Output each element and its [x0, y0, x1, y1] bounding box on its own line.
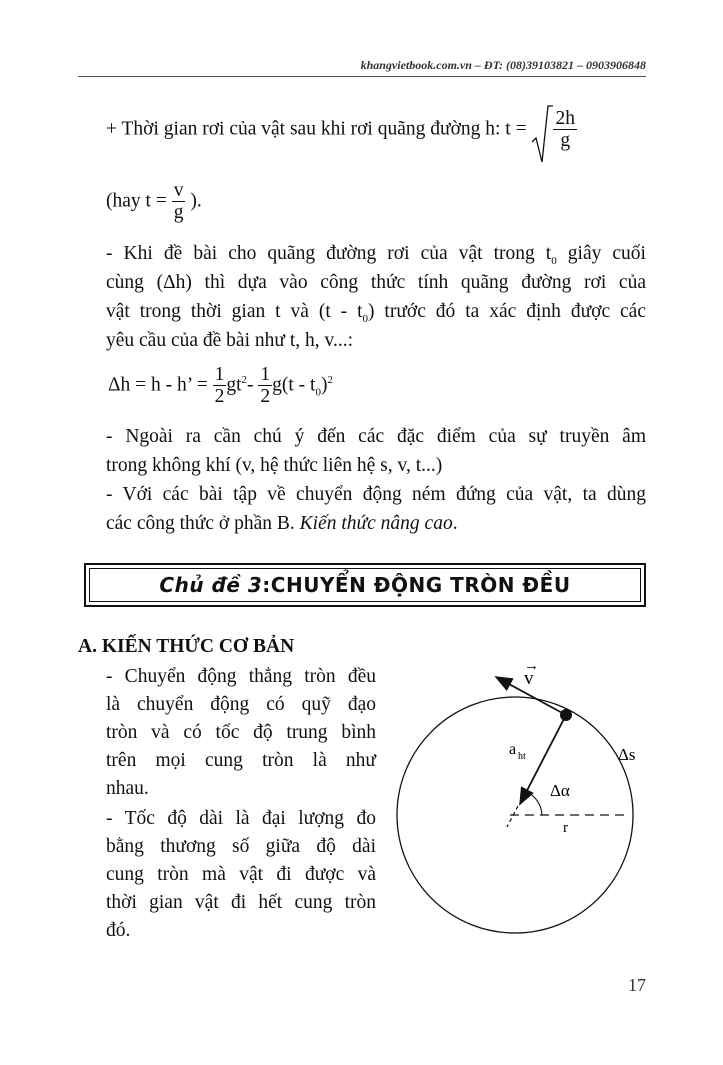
- half-fraction-1: $\frac{1}{2}$: [214, 364, 225, 408]
- para3-line2: cùng (Δh) thì dựa vào công thức tính quãng đường rơi của: [106, 272, 646, 293]
- topic-title: CHUYỂN ĐỘNG TRÒN ĐỀU: [270, 573, 571, 597]
- sqrt-fraction: [553, 108, 577, 152]
- topic-prefix: Chủ đề 3: [159, 573, 263, 597]
- delta-h-formula: Δh = h - h’ = $\frac{1}{2}$ $gt^2-$ $\frac{1}{2}$ $g(t - t_0)^2$: [108, 364, 333, 408]
- section-a-line: - Chuyển động thẳng tròn đều: [106, 666, 376, 687]
- section-a-line: bằng thương số giữa độ dài: [106, 836, 376, 857]
- angle-label: Δα: [550, 781, 570, 800]
- alt-formula-line: [106, 180, 202, 224]
- para3-line3: vật trong thời gian t và $(t - t_0)$ trước đó ta xác định được các: [106, 301, 646, 325]
- v-numerator: v: [173, 180, 184, 201]
- section-a-title: A. KIẾN THỨC CƠ BẢN: [78, 636, 295, 657]
- para3-line1: - Khi đề bài cho quãng đường rơi của vật trong $t_0$ giây cuối: [106, 243, 646, 267]
- moving-body-dot: [560, 709, 572, 721]
- section-a-line: thời gian vật đi hết cung tròn: [106, 892, 376, 913]
- sqrt-numerator: 2h: [555, 108, 575, 129]
- radius-extension-dashed: [507, 806, 518, 827]
- fall-time-text: + Thời gian rơi của vật sau khi rơi quãng đường h: t =: [106, 118, 527, 140]
- topic-heading: Chủ đề 3 : CHUYỂN ĐỘNG TRÒN ĐỀU: [89, 568, 641, 602]
- page-header: khangvietbook.com.vn – ĐT: (08)39103821 – 0903906848: [360, 58, 646, 72]
- header-rule: [78, 76, 646, 77]
- radius-label: r: [563, 820, 568, 836]
- para5-line1: - Với các bài tập về chuyển động ném đứng của vật, ta dùng: [106, 484, 646, 505]
- half-fraction-2: $\frac{1}{2}$: [260, 364, 271, 408]
- arc-length-label: Δs: [618, 745, 636, 764]
- topic-heading-box: [84, 563, 646, 607]
- formula-lhs: Δh = h - h’ =: [108, 374, 208, 396]
- formula-end: g(t - t: [272, 374, 316, 396]
- fall-time-line: [106, 108, 577, 152]
- page-number: 17: [628, 975, 646, 995]
- para4-line1: - Ngoài ra cần chú ý đến các đặc điểm của sự truyền âm: [106, 426, 646, 447]
- section-a-line: cung tròn mà vật đi được và: [106, 864, 376, 885]
- section-a-line: tròn và có tốc độ trung bình: [106, 722, 376, 743]
- advanced-knowledge-ref: Kiến thức nâng cao: [299, 513, 453, 534]
- alt-formula-close: ).: [190, 190, 202, 212]
- g-denominator: g: [173, 202, 184, 224]
- sqrt-symbol: [531, 104, 553, 164]
- angle-arc: [527, 792, 542, 815]
- v-over-g-fraction: [172, 180, 186, 224]
- sqrt-denominator: g: [560, 130, 571, 152]
- para5-line2: các công thức ở phần B. Kiến thức nâng cao.: [106, 513, 458, 534]
- alt-formula-open: (hay t =: [106, 190, 167, 212]
- formula-gt: gt: [226, 374, 242, 396]
- para3-line4: yêu cầu của đề bài như t, h, v...:: [106, 330, 354, 351]
- section-a-line: đó.: [106, 920, 131, 941]
- acceleration-subscript: ht: [518, 751, 526, 762]
- acceleration-label: a: [509, 741, 517, 758]
- section-a-line: - Tốc độ dài là đại lượng đo: [106, 808, 376, 829]
- section-a-line: trên mọi cung tròn là như: [106, 750, 376, 771]
- sqrt-formula: [531, 108, 577, 152]
- para4-line2: trong không khí (v, hệ thức liên hệ s, v, t...): [106, 455, 443, 476]
- formula-minus: -: [247, 374, 254, 396]
- section-a-line: nhau.: [106, 778, 149, 799]
- vector-arrow-mark: →: [524, 660, 539, 674]
- velocity-label: v: [524, 668, 534, 689]
- section-a-line: là chuyển động có quỹ đạo: [106, 694, 376, 715]
- circular-motion-diagram: [380, 660, 646, 950]
